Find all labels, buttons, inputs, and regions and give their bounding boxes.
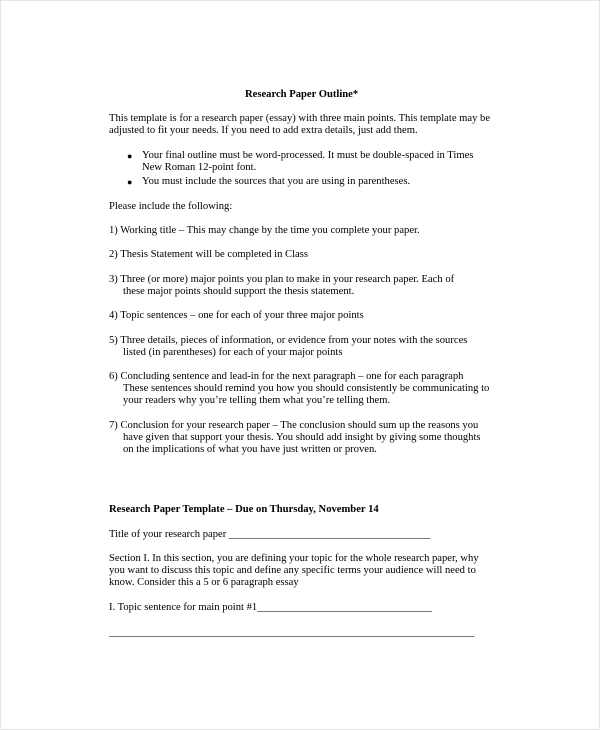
title-line: Title of your research paper ______________________________________ xyxy=(109,529,431,540)
list-item: 7) Conclusion for your research paper – The conclusion should sum up the reasons you xyxy=(109,420,479,431)
list-item-continued: listed (in parentheses) for each of your major points xyxy=(123,347,343,358)
list-item-continued: These sentences should remind you how you should consistently be communicating to xyxy=(123,383,490,394)
list-item: 2) Thesis Statement will be completed in Class xyxy=(109,249,308,260)
bullet-icon: ● xyxy=(127,177,133,187)
list-item: 3) Three (or more) major points you plan to make in your research paper. Each of xyxy=(109,274,455,285)
topic-sentence-line: I. Topic sentence for main point #1_________________________________ xyxy=(109,602,433,613)
list-item: 5) Three details, pieces of information, or evidence from your notes with the sources xyxy=(109,335,468,346)
intro-line: This template is for a research paper (essay) with three main points. This template may be xyxy=(109,113,491,124)
blank-line: _____________________________________________________________________ xyxy=(109,627,475,638)
template-heading: Research Paper Template – Due on Thursday, November 14 xyxy=(109,504,379,515)
bullet-text: Your final outline must be word-processed. It must be double-spaced in Times xyxy=(142,150,474,161)
list-item-continued: on the implications of what you have just written or proven. xyxy=(123,444,377,455)
section-text: you want to discuss this topic and define any specific terms your audience will need to xyxy=(109,565,476,576)
intro-line: adjusted to fit your needs. If you need to add extra details, just add them. xyxy=(109,125,418,136)
list-item: 4) Topic sentences – one for each of your three major points xyxy=(109,310,364,321)
please-include-label: Please include the following: xyxy=(109,201,233,212)
list-item-continued: have given that support your thesis. You should add insight by giving some thoughts xyxy=(123,432,481,443)
bullet-text: New Roman 12-point font. xyxy=(142,162,257,173)
list-item: 1) Working title – This may change by the time you complete your paper. xyxy=(109,225,420,236)
bullet-text: You must include the sources that you are using in parentheses. xyxy=(142,176,411,187)
list-item-continued: these major points should support the thesis statement. xyxy=(123,286,355,297)
section-text: know. Consider this a 5 or 6 paragraph essay xyxy=(109,577,299,588)
bullet-icon: ● xyxy=(127,151,133,161)
list-item-continued: your readers why you’re telling them what you’re telling them. xyxy=(123,395,391,406)
list-item: 6) Concluding sentence and lead-in for the next paragraph – one for each paragraph xyxy=(109,371,464,382)
document-title: Research Paper Outline* xyxy=(245,89,359,100)
section-text: Section I. In this section, you are defining your topic for the whole research paper, why xyxy=(109,553,479,564)
